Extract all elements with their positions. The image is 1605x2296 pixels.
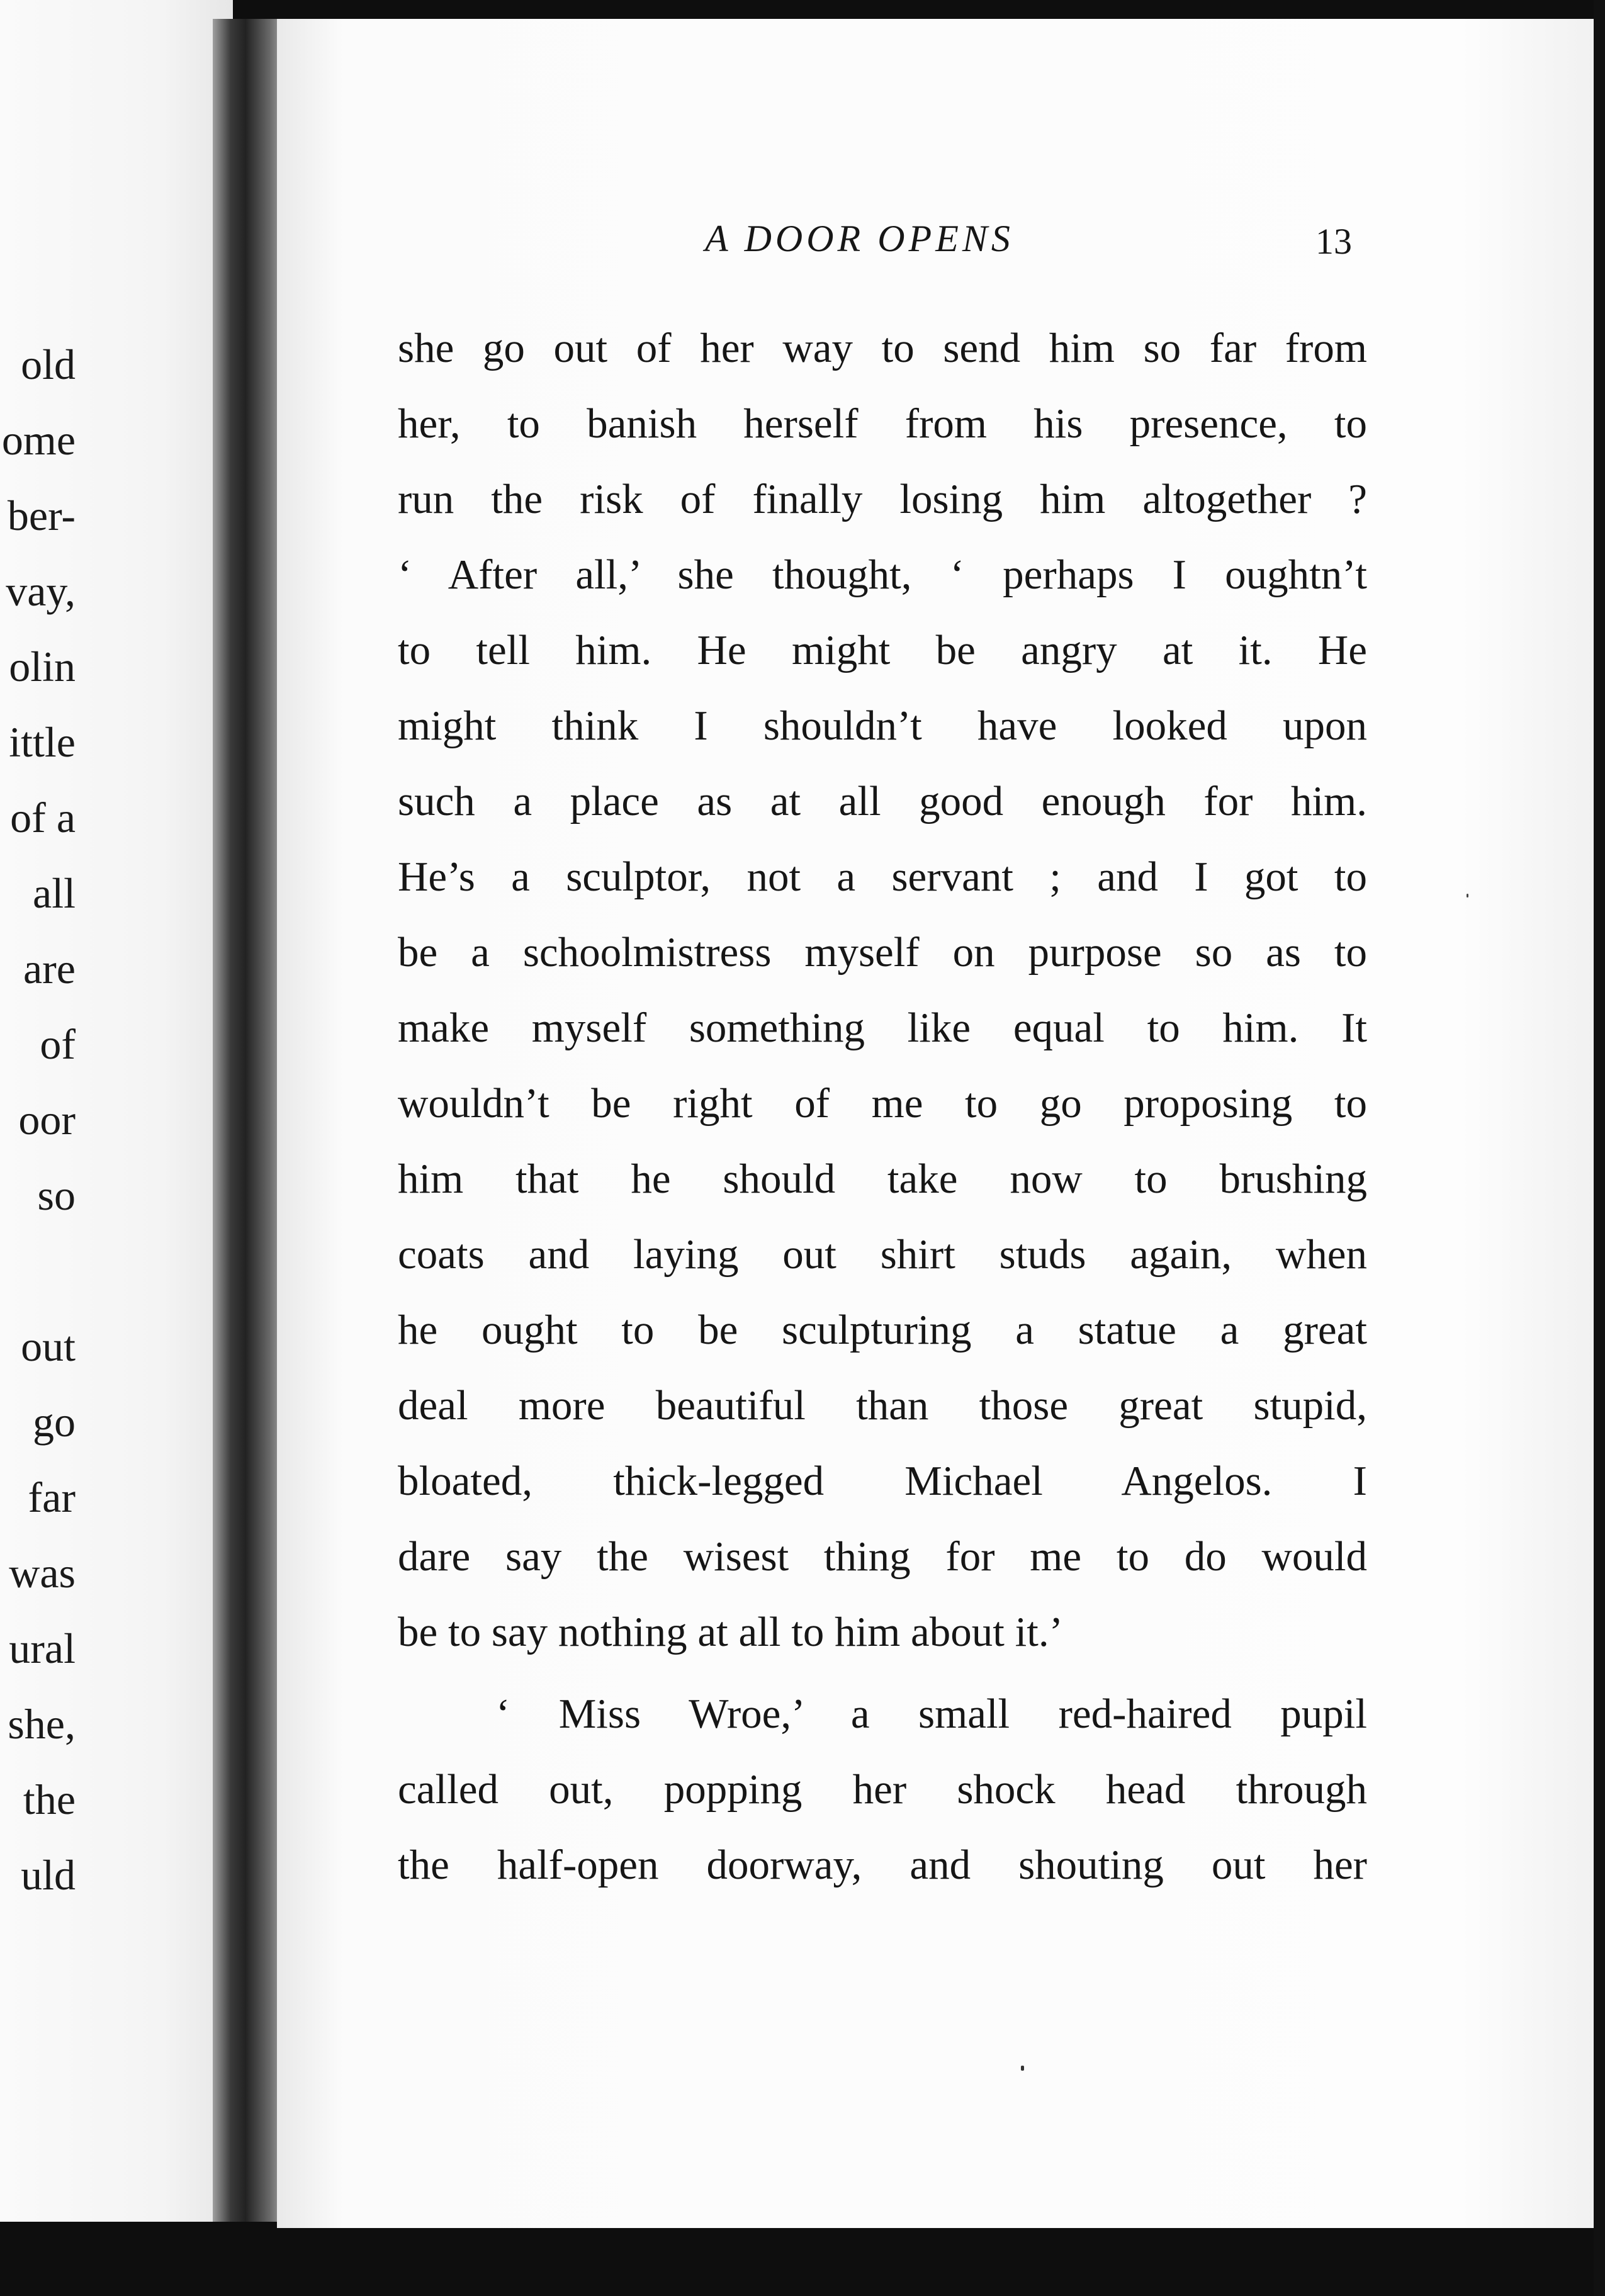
left-fragment: are — [23, 945, 76, 993]
left-fragment: of a — [10, 794, 76, 841]
left-fragment: go — [33, 1398, 76, 1446]
left-fragment: ome — [1, 416, 76, 464]
text-line: called out, popping her shock head through — [398, 1766, 1367, 1813]
left-fragment: she, — [8, 1700, 76, 1748]
left-fragment: olin — [9, 643, 76, 690]
left-fragment: uld — [21, 1851, 76, 1899]
running-head: A DOOR OPENS — [705, 218, 1014, 259]
text-line: dare say the wisest thing for me to do would — [398, 1533, 1367, 1580]
ink-speck — [1467, 894, 1468, 898]
text-line: run the risk of finally losing him altogether ? — [398, 476, 1367, 522]
text-line: deal more beautiful than those great stupid, — [398, 1382, 1367, 1429]
text-line: make myself something like equal to him. It — [398, 1004, 1367, 1051]
text-line: wouldn’t be right of me to go proposing to — [398, 1080, 1367, 1127]
left-fragment: ber- — [7, 492, 76, 539]
page-number: 13 — [1315, 221, 1352, 262]
text-line: ‘ Miss Wroe,’ a small red-haired pupil — [496, 1691, 1367, 1737]
text-line: coats and laying out shirt studs again, when — [398, 1231, 1367, 1278]
left-fragment: all — [33, 869, 76, 917]
left-fragment: the — [23, 1775, 76, 1823]
left-fragment: out — [21, 1322, 76, 1370]
text-line: be to say nothing at all to him about it.’ — [398, 1609, 1063, 1655]
ink-speck — [1021, 2066, 1024, 2071]
text-line: the half-open doorway, and shouting out her — [398, 1842, 1367, 1888]
text-line: might think I shouldn’t have looked upon — [398, 702, 1367, 749]
left-fragment: old — [21, 340, 76, 388]
text-line: him that he should take now to brushing — [398, 1156, 1367, 1202]
text-line: such a place as at all good enough for him. — [398, 778, 1367, 824]
text-line: she go out of her way to send him so far from — [398, 325, 1367, 371]
left-fragment: ural — [9, 1624, 76, 1672]
text-line: bloated, thick-legged Michael Angelos. I — [398, 1458, 1367, 1504]
text-line: to tell him. He might be angry at it. He — [398, 627, 1367, 673]
left-fragment: far — [28, 1473, 76, 1521]
text-line: ‘ After all,’ she thought, ‘ perhaps I oughtn’t — [398, 551, 1367, 598]
text-line: He’s a sculptor, not a servant ; and I got to — [398, 853, 1367, 900]
text-line: her, to banish herself from his presence, to — [398, 400, 1367, 447]
left-fragment: so — [37, 1171, 76, 1219]
left-fragment: oor — [18, 1096, 76, 1144]
left-fragment: ittle — [9, 718, 76, 766]
left-fragment: was — [9, 1549, 76, 1597]
text-line: he ought to be sculpturing a statue a great — [398, 1307, 1367, 1353]
text-line: be a schoolmistress myself on purpose so as to — [398, 929, 1367, 976]
left-fragment: of — [40, 1020, 76, 1068]
left-fragment: vay, — [6, 567, 76, 615]
